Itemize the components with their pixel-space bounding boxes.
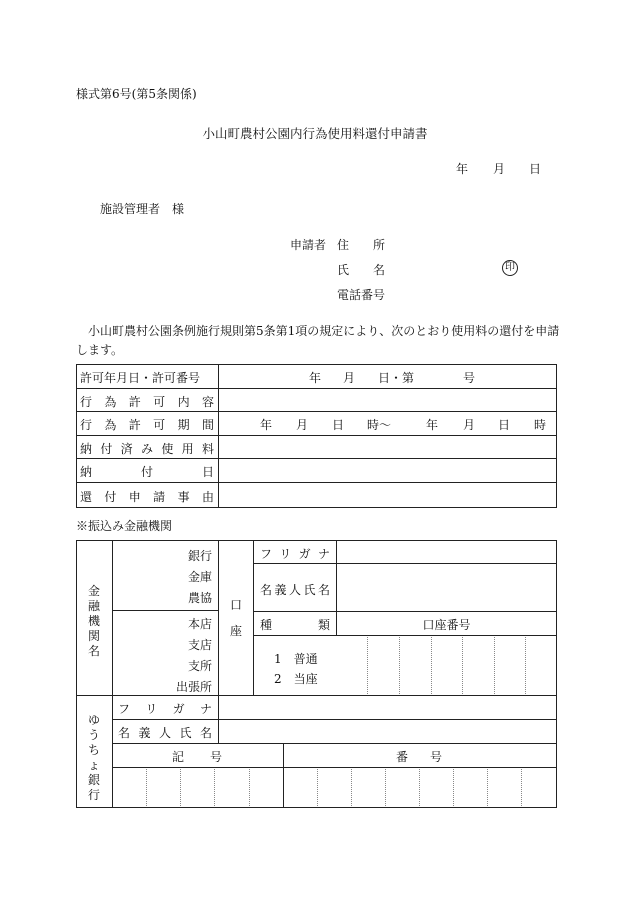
permit-day-no: 日・第 bbox=[378, 371, 415, 385]
body-text-line1: 小山町農村公園条例施行規則第5条第1項の規定により、次のとおり使用料の還付を申請 bbox=[76, 324, 560, 338]
branch-name-field[interactable] bbox=[114, 612, 174, 694]
label-refund-reason: 還 付 申 請 事 由 bbox=[80, 490, 214, 504]
yucho-number-label: 番 号 bbox=[396, 750, 442, 764]
label-payment-date: 納 付 日 bbox=[80, 465, 214, 479]
account-type-checking: 2 当座 bbox=[274, 672, 318, 686]
account-label: 口座 bbox=[229, 598, 242, 638]
yucho-holder-name-field[interactable] bbox=[220, 721, 554, 741]
account-number-label: 口座番号 bbox=[422, 618, 471, 632]
yucho-furigana-field[interactable] bbox=[220, 697, 554, 717]
yucho-symbol-label: 記 号 bbox=[172, 750, 222, 764]
date-year: 年 bbox=[456, 162, 469, 176]
period-start-month: 月 bbox=[296, 418, 309, 432]
period-end-year: 年 bbox=[426, 418, 439, 432]
address-label: 住 所 bbox=[337, 238, 386, 252]
date-month: 月 bbox=[493, 162, 506, 176]
honten-suffix: 本店 bbox=[188, 617, 213, 631]
yucho-furigana-label: フ リ ガ ナ bbox=[118, 702, 212, 716]
yucho-symbol-field[interactable] bbox=[114, 769, 281, 806]
yucho-holder-name-label: 名 義 人 氏 名 bbox=[118, 726, 212, 740]
label-permit-date-number: 許可年月日・許可番号 bbox=[80, 371, 201, 385]
period-end-day: 日 bbox=[498, 418, 511, 432]
label-permit-content: 行 為 許 可 内 容 bbox=[80, 395, 214, 409]
bank-furigana-field[interactable] bbox=[338, 542, 554, 562]
permit-content-field[interactable] bbox=[220, 390, 554, 409]
period-start-day: 日 bbox=[332, 418, 345, 432]
nokyo-suffix: 農協 bbox=[188, 591, 213, 605]
bank-note: ※振込み金融機関 bbox=[76, 519, 173, 533]
phone-label: 電話番号 bbox=[337, 288, 386, 302]
yucho-bank-label: ゆうちょ銀行 bbox=[87, 713, 100, 802]
bank-furigana-label: フ リ ガ ナ bbox=[260, 547, 330, 561]
account-number-field[interactable] bbox=[338, 637, 554, 694]
period-start-year: 年 bbox=[260, 418, 273, 432]
form-number: 様式第6号(第5条関係) bbox=[76, 87, 197, 101]
shisho-suffix: 支所 bbox=[188, 659, 213, 673]
account-type-ordinary: 1 普通 bbox=[274, 652, 318, 666]
bank-holder-name-field[interactable] bbox=[338, 565, 554, 609]
permit-month: 月 bbox=[343, 371, 356, 385]
yucho-number-field[interactable] bbox=[285, 769, 555, 806]
permit-year: 年 bbox=[309, 371, 322, 385]
seal-mark: 印 bbox=[502, 260, 518, 276]
shiten-suffix: 支店 bbox=[188, 638, 213, 652]
page-title: 小山町農村公園内行為使用料還付申請書 bbox=[202, 126, 428, 141]
label-permit-period: 行 為 許 可 期 間 bbox=[80, 418, 214, 432]
bank-suffix: 銀行 bbox=[188, 549, 213, 563]
permit-number-suffix: 号 bbox=[463, 371, 476, 385]
account-type-label: 種 類 bbox=[260, 618, 330, 632]
period-end-month: 月 bbox=[463, 418, 476, 432]
body-text-line2: します。 bbox=[76, 343, 124, 357]
shinkin-suffix: 金庫 bbox=[188, 570, 213, 584]
label-paid-fee: 納 付 済 み 使 用 料 bbox=[80, 442, 214, 456]
bank-name-field[interactable] bbox=[114, 542, 184, 608]
paid-fee-field[interactable] bbox=[220, 437, 554, 456]
shutchojo-suffix: 出張所 bbox=[176, 680, 213, 694]
period-end-hour: 時 bbox=[534, 418, 547, 432]
name-label: 氏 名 bbox=[337, 263, 386, 277]
refund-reason-field[interactable] bbox=[220, 484, 554, 505]
period-start-hour: 時～ bbox=[367, 418, 392, 432]
bank-holder-name-label: 名 義 人 氏 名 bbox=[260, 583, 330, 597]
date-day: 日 bbox=[529, 162, 542, 176]
financial-institution-label: 金融機関名 bbox=[87, 584, 100, 658]
payment-date-field[interactable] bbox=[220, 460, 554, 479]
applicant-label: 申請者 bbox=[290, 238, 327, 252]
addressee: 施設管理者 様 bbox=[100, 202, 185, 216]
